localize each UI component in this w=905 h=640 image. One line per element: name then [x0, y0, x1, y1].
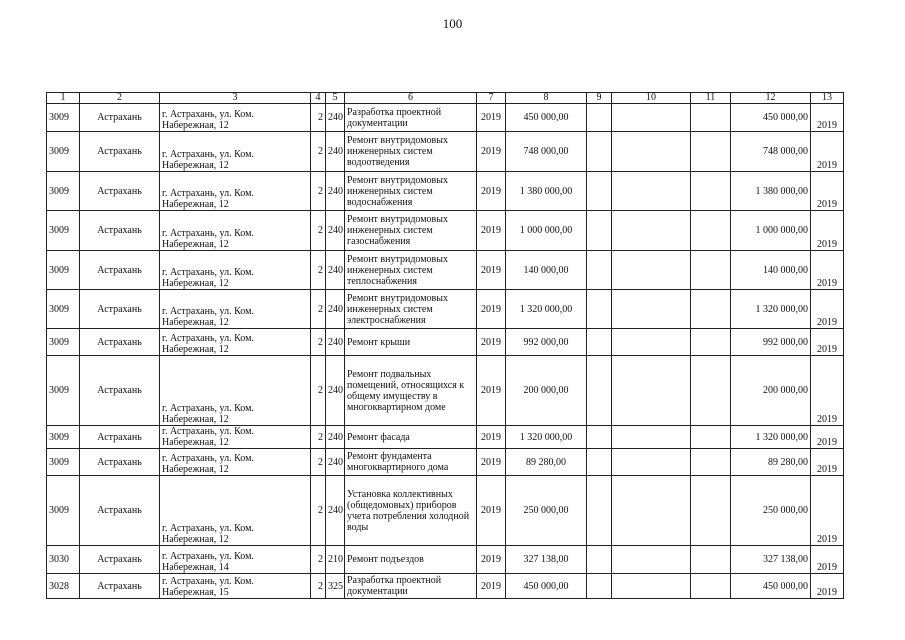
col11-cell [691, 329, 731, 356]
col13-year-cell: 2019 [811, 449, 844, 476]
cost-cell: 748 000,00 [506, 132, 587, 172]
object-id-cell: 3009 [47, 290, 80, 329]
year-cell: 2019 [477, 574, 506, 599]
col12-amount-cell: 1 000 000,00 [731, 211, 811, 251]
col13-year-cell: 2019 [811, 132, 844, 172]
col5-cell: 240 [326, 476, 345, 546]
city-cell: Астрахань [80, 574, 160, 599]
col5-cell: 240 [326, 172, 345, 211]
table-row [47, 104, 844, 132]
table-row [47, 290, 844, 329]
col4-cell: 2 [311, 104, 326, 132]
col11-cell [691, 104, 731, 132]
cost-cell: 1 000 000,00 [506, 211, 587, 251]
col5-cell: 240 [326, 104, 345, 132]
year-cell: 2019 [477, 104, 506, 132]
address-cell: г. Астрахань, ул. Ком. Набережная, 12 [160, 426, 311, 449]
col11-cell [691, 211, 731, 251]
col12-amount-cell: 1 320 000,00 [731, 290, 811, 329]
city-cell: Астрахань [80, 211, 160, 251]
col12-amount-cell: 450 000,00 [731, 104, 811, 132]
col13-year-cell: 2019 [811, 574, 844, 599]
column-header-8: 8 [506, 93, 587, 104]
col5-cell: 240 [326, 251, 345, 290]
col9-cell [587, 104, 612, 132]
work-type-cell: Ремонт внутридомовых инженерных систем водоснабжения [345, 172, 477, 211]
address-cell: г. Астрахань, ул. Ком. Набережная, 12 [160, 211, 311, 251]
col12-amount-cell: 450 000,00 [731, 574, 811, 599]
table-header-row [47, 93, 844, 104]
city-cell: Астрахань [80, 356, 160, 426]
column-header-2: 2 [80, 93, 160, 104]
year-cell: 2019 [477, 329, 506, 356]
col9-cell [587, 476, 612, 546]
address-cell: г. Астрахань, ул. Ком. Набережная, 12 [160, 449, 311, 476]
col10-cell [612, 574, 691, 599]
table-row [47, 172, 844, 211]
col4-cell: 2 [311, 172, 326, 211]
page-number: 100 [442, 16, 463, 31]
object-id-cell: 3009 [47, 211, 80, 251]
address-cell: г. Астрахань, ул. Ком. Набережная, 14 [160, 546, 311, 574]
column-header-9: 9 [587, 93, 612, 104]
col9-cell [587, 449, 612, 476]
col10-cell [612, 104, 691, 132]
object-id-cell: 3009 [47, 132, 80, 172]
object-id-cell: 3009 [47, 426, 80, 449]
col13-year-cell: 2019 [811, 546, 844, 574]
column-header-7: 7 [477, 93, 506, 104]
col9-cell [587, 574, 612, 599]
col12-amount-cell: 748 000,00 [731, 132, 811, 172]
work-type-cell: Установка коллективных (общедомовых) приборов учета потребления холодной воды [345, 476, 477, 546]
city-cell: Астрахань [80, 449, 160, 476]
column-header-4: 4 [311, 93, 326, 104]
city-cell: Астрахань [80, 172, 160, 211]
cost-cell: 450 000,00 [506, 574, 587, 599]
col9-cell [587, 356, 612, 426]
col11-cell [691, 426, 731, 449]
col5-cell: 240 [326, 211, 345, 251]
col5-cell: 240 [326, 356, 345, 426]
col13-year-cell: 2019 [811, 172, 844, 211]
col11-cell [691, 172, 731, 211]
year-cell: 2019 [477, 356, 506, 426]
col4-cell: 2 [311, 290, 326, 329]
col11-cell [691, 449, 731, 476]
object-id-cell: 3009 [47, 476, 80, 546]
object-id-cell: 3009 [47, 356, 80, 426]
year-cell: 2019 [477, 290, 506, 329]
col13-year-cell: 2019 [811, 251, 844, 290]
column-header-6: 6 [345, 93, 477, 104]
work-type-cell: Ремонт фундамента многоквартирного дома [345, 449, 477, 476]
col10-cell [612, 251, 691, 290]
col4-cell: 2 [311, 356, 326, 426]
col10-cell [612, 172, 691, 211]
column-header-3: 3 [160, 93, 311, 104]
col11-cell [691, 290, 731, 329]
col11-cell [691, 132, 731, 172]
col11-cell [691, 251, 731, 290]
col13-year-cell: 2019 [811, 104, 844, 132]
col13-year-cell: 2019 [811, 211, 844, 251]
table-row [47, 251, 844, 290]
city-cell: Астрахань [80, 329, 160, 356]
cost-cell: 1 320 000,00 [506, 426, 587, 449]
work-type-cell: Ремонт подвальных помещений, относящихся к общему имуществу в многоквартирном доме [345, 356, 477, 426]
table-row [47, 329, 844, 356]
col12-amount-cell: 1 320 000,00 [731, 426, 811, 449]
col4-cell: 2 [311, 426, 326, 449]
cost-cell: 89 280,00 [506, 449, 587, 476]
address-cell: г. Астрахань, ул. Ком. Набережная, 12 [160, 356, 311, 426]
object-id-cell: 3028 [47, 574, 80, 599]
col4-cell: 2 [311, 132, 326, 172]
col13-year-cell: 2019 [811, 290, 844, 329]
city-cell: Астрахань [80, 251, 160, 290]
col12-amount-cell: 327 138,00 [731, 546, 811, 574]
address-cell: г. Астрахань, ул. Ком. Набережная, 12 [160, 104, 311, 132]
address-cell: г. Астрахань, ул. Ком. Набережная, 12 [160, 132, 311, 172]
col10-cell [612, 356, 691, 426]
city-cell: Астрахань [80, 546, 160, 574]
table-row [47, 356, 844, 426]
col12-amount-cell: 200 000,00 [731, 356, 811, 426]
column-header-5: 5 [326, 93, 345, 104]
col10-cell [612, 449, 691, 476]
cost-cell: 1 320 000,00 [506, 290, 587, 329]
col13-year-cell: 2019 [811, 356, 844, 426]
year-cell: 2019 [477, 132, 506, 172]
cost-cell: 250 000,00 [506, 476, 587, 546]
col11-cell [691, 356, 731, 426]
column-header-12: 12 [731, 93, 811, 104]
year-cell: 2019 [477, 476, 506, 546]
col5-cell: 325 [326, 574, 345, 599]
column-header-10: 10 [612, 93, 691, 104]
work-type-cell: Ремонт крыши [345, 329, 477, 356]
col12-amount-cell: 1 380 000,00 [731, 172, 811, 211]
table-body [47, 104, 844, 599]
col10-cell [612, 290, 691, 329]
col10-cell [612, 211, 691, 251]
col4-cell: 2 [311, 546, 326, 574]
repair-register-table [46, 92, 844, 599]
col4-cell: 2 [311, 574, 326, 599]
col5-cell: 240 [326, 426, 345, 449]
object-id-cell: 3009 [47, 449, 80, 476]
column-header-11: 11 [691, 93, 731, 104]
object-id-cell: 3009 [47, 251, 80, 290]
work-type-cell: Разработка проектной документации [345, 104, 477, 132]
col9-cell [587, 172, 612, 211]
col4-cell: 2 [311, 449, 326, 476]
col9-cell [587, 132, 612, 172]
year-cell: 2019 [477, 546, 506, 574]
col5-cell: 240 [326, 449, 345, 476]
table-row [47, 476, 844, 546]
address-cell: г. Астрахань, ул. Ком. Набережная, 12 [160, 172, 311, 211]
table-row [47, 546, 844, 574]
object-id-cell: 3009 [47, 104, 80, 132]
city-cell: Астрахань [80, 476, 160, 546]
col10-cell [612, 132, 691, 172]
cost-cell: 450 000,00 [506, 104, 587, 132]
work-type-cell: Ремонт внутридомовых инженерных систем водоотведения [345, 132, 477, 172]
col10-cell [612, 546, 691, 574]
city-cell: Астрахань [80, 132, 160, 172]
cost-cell: 200 000,00 [506, 356, 587, 426]
address-cell: г. Астрахань, ул. Ком. Набережная, 15 [160, 574, 311, 599]
work-type-cell: Разработка проектной документации [345, 574, 477, 599]
col13-year-cell: 2019 [811, 426, 844, 449]
address-cell: г. Астрахань, ул. Ком. Набережная, 12 [160, 329, 311, 356]
cost-cell: 1 380 000,00 [506, 172, 587, 211]
city-cell: Астрахань [80, 290, 160, 329]
col4-cell: 2 [311, 211, 326, 251]
work-type-cell: Ремонт фасада [345, 426, 477, 449]
col4-cell: 2 [311, 251, 326, 290]
cost-cell: 992 000,00 [506, 329, 587, 356]
cost-cell: 327 138,00 [506, 546, 587, 574]
col11-cell [691, 476, 731, 546]
address-cell: г. Астрахань, ул. Ком. Набережная, 12 [160, 476, 311, 546]
column-header-1: 1 [47, 93, 80, 104]
col10-cell [612, 476, 691, 546]
col10-cell [612, 426, 691, 449]
col4-cell: 2 [311, 329, 326, 356]
work-type-cell: Ремонт внутридомовых инженерных систем теплоснабжения [345, 251, 477, 290]
col5-cell: 240 [326, 290, 345, 329]
col11-cell [691, 546, 731, 574]
year-cell: 2019 [477, 426, 506, 449]
table-row [47, 211, 844, 251]
year-cell: 2019 [477, 449, 506, 476]
city-cell: Астрахань [80, 426, 160, 449]
table-row [47, 449, 844, 476]
col10-cell [612, 329, 691, 356]
col5-cell: 240 [326, 329, 345, 356]
col12-amount-cell: 89 280,00 [731, 449, 811, 476]
year-cell: 2019 [477, 211, 506, 251]
object-id-cell: 3009 [47, 329, 80, 356]
col12-amount-cell: 250 000,00 [731, 476, 811, 546]
cost-cell: 140 000,00 [506, 251, 587, 290]
col4-cell: 2 [311, 476, 326, 546]
col5-cell: 210 [326, 546, 345, 574]
work-type-cell: Ремонт подъездов [345, 546, 477, 574]
col5-cell: 240 [326, 132, 345, 172]
year-cell: 2019 [477, 251, 506, 290]
city-cell: Астрахань [80, 104, 160, 132]
table-row [47, 426, 844, 449]
address-cell: г. Астрахань, ул. Ком. Набережная, 12 [160, 290, 311, 329]
col13-year-cell: 2019 [811, 329, 844, 356]
table-row [47, 574, 844, 599]
work-type-cell: Ремонт внутридомовых инженерных систем электроснабжения [345, 290, 477, 329]
year-cell: 2019 [477, 172, 506, 211]
address-cell: г. Астрахань, ул. Ком. Набережная, 12 [160, 251, 311, 290]
col13-year-cell: 2019 [811, 476, 844, 546]
object-id-cell: 3030 [47, 546, 80, 574]
col9-cell [587, 211, 612, 251]
column-header-13: 13 [811, 93, 844, 104]
object-id-cell: 3009 [47, 172, 80, 211]
col12-amount-cell: 140 000,00 [731, 251, 811, 290]
col9-cell [587, 251, 612, 290]
work-type-cell: Ремонт внутридомовых инженерных систем газоснабжения [345, 211, 477, 251]
col12-amount-cell: 992 000,00 [731, 329, 811, 356]
col9-cell [587, 329, 612, 356]
col9-cell [587, 426, 612, 449]
col11-cell [691, 574, 731, 599]
table-row [47, 132, 844, 172]
col9-cell [587, 546, 612, 574]
col9-cell [587, 290, 612, 329]
